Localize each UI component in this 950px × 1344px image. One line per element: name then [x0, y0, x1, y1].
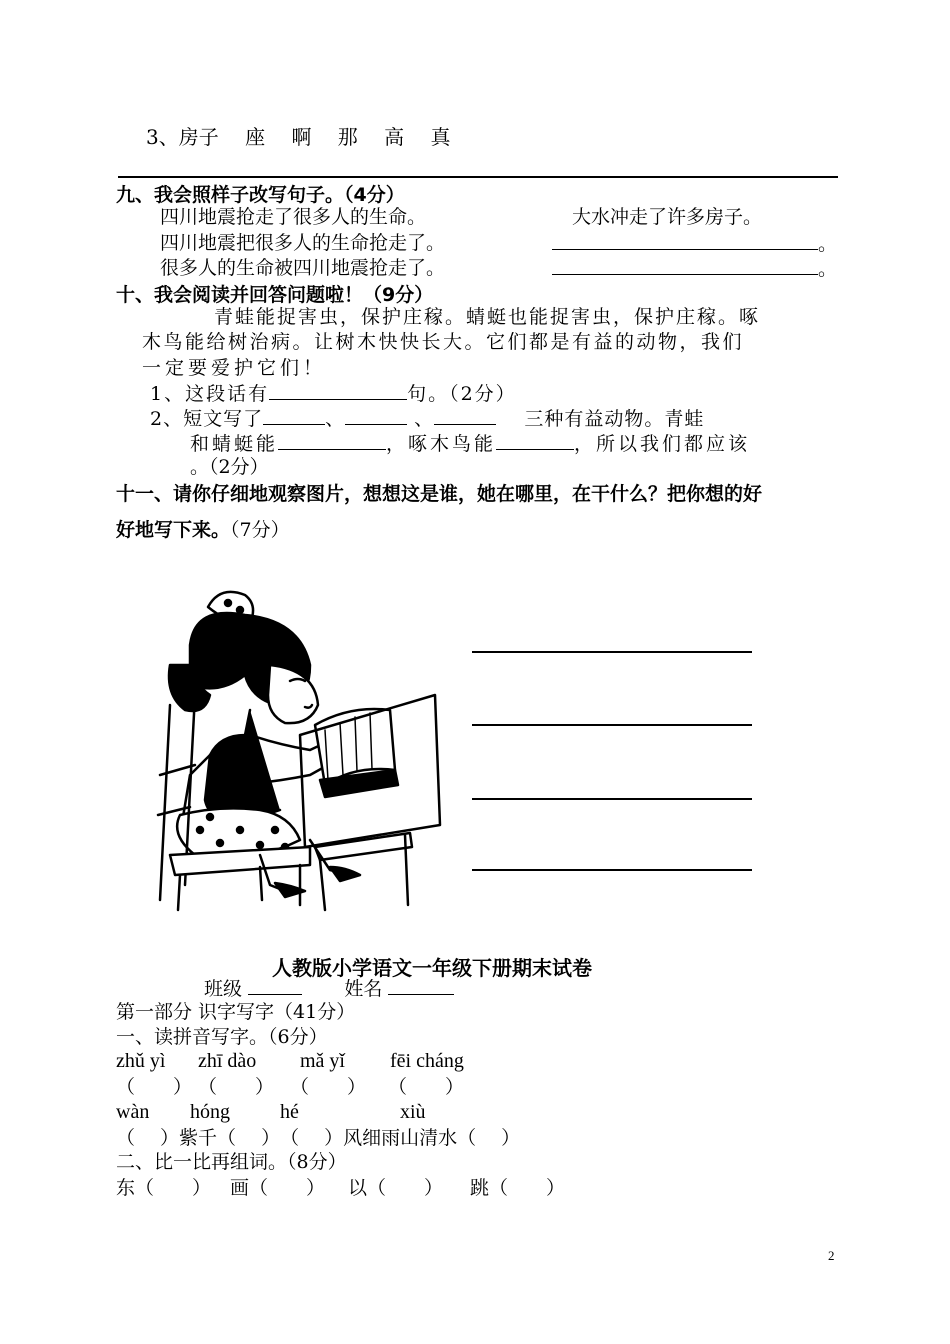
s9-example-4: 很多人的生命被四川地震抢走了。 [160, 257, 446, 279]
exam-title: 人教版小学语文一年级下册期末试卷 [272, 956, 592, 980]
s10-q2-blank-5[interactable] [496, 431, 574, 450]
idiom-answer-row[interactable]: （ ）紫千（ ） （ ）风细雨山清水（ ） [116, 1127, 521, 1149]
s9-answer-1[interactable]: 。 [552, 231, 837, 256]
s11-writing-line-2[interactable] [472, 724, 752, 726]
s11-writing-line-4[interactable] [472, 869, 752, 871]
name-blank[interactable] [388, 976, 454, 995]
pinyin-4: fēi cháng [390, 1050, 464, 1072]
answer-paren-4[interactable]: （ ） [388, 1076, 465, 1098]
s10-question-2: 2、短文写了 、 、 三种有益动物。青蛙 [150, 408, 705, 430]
s10-q2-blank-4[interactable] [278, 431, 386, 450]
answer-paren-2[interactable]: （ ） [198, 1076, 275, 1098]
s10-passage-line-1: 青蛙能捉害虫，保护庄稼。蜻蜓也能捉害虫，保护庄稼。啄 [214, 306, 761, 328]
s9-blank-1[interactable] [552, 231, 818, 250]
s11-writing-line-3[interactable] [472, 798, 752, 800]
page-number: 2 [828, 1248, 835, 1263]
s9-answer-2[interactable]: 。 [552, 256, 837, 281]
answer-paren-3[interactable]: （ ） [290, 1076, 367, 1098]
s9-example-1: 四川地震抢走了很多人的生命。 [160, 206, 427, 228]
section-11-title-line-2: 好地写下来。（7分） [116, 519, 290, 541]
s10-q1-blank[interactable] [269, 381, 407, 400]
s10-question-2-score: 。（2分） [190, 456, 269, 478]
class-name-row: 班级 姓名 [204, 976, 454, 1001]
question-2-heading: 二、比一比再组词。（8分） [116, 1151, 347, 1173]
section-11-title-line-1: 十一、请你仔细地观察图片，想想这是谁，她在哪里，在干什么？把你想的好 [116, 483, 763, 505]
pinyin-3: mǎ yǐ [300, 1050, 345, 1072]
class-blank[interactable] [248, 976, 302, 995]
answer-line-q8 [118, 176, 838, 178]
s10-question-2-cont: 和蜻蜓能 ，啄木鸟能 ，所以我们都应该 [190, 433, 751, 455]
s11-writing-line-1[interactable] [472, 651, 752, 653]
pinyin-7: hé [280, 1101, 299, 1123]
part-1-heading: 第一部分 识字写字（41分） [116, 1001, 356, 1023]
pinyin-8: xiù [400, 1101, 426, 1123]
q8-item-3: 3、房子 座 啊 那 高 真 [146, 125, 451, 149]
section-9-title: 九、我会照样子改写句子。（4分） [116, 184, 405, 206]
s10-q2-blank-3[interactable] [434, 406, 496, 425]
s10-q2-blank-2[interactable] [345, 406, 407, 425]
pinyin-6: hóng [190, 1101, 230, 1123]
answer-paren-1[interactable]: （ ） [116, 1076, 193, 1098]
section-10-title: 十、我会阅读并回答问题啦！（9分） [116, 284, 434, 306]
compare-word-2[interactable]: 画（ ） [230, 1177, 326, 1199]
compare-word-4[interactable]: 跳（ ） [470, 1177, 566, 1199]
s10-passage-line-3: 一定要爱护它们！ [142, 357, 327, 379]
s10-question-1: 1、这段话有 句。（2分） [150, 383, 517, 405]
girl-reading-illustration [150, 585, 450, 915]
question-1-heading: 一、读拼音写字。（6分） [116, 1026, 328, 1048]
s10-passage-line-2: 木鸟能给树治病。让树木快快长大。它们都是有益的动物，我们 [142, 331, 745, 353]
pinyin-5: wàn [116, 1101, 150, 1123]
s10-q2-blank-1[interactable] [263, 406, 325, 425]
compare-word-1[interactable]: 东（ ） [116, 1177, 212, 1199]
compare-word-3[interactable]: 以（ ） [348, 1177, 444, 1199]
s9-example-3: 四川地震把很多人的生命抢走了。 [160, 232, 446, 254]
pinyin-2: zhī dào [198, 1050, 257, 1072]
s9-example-2: 大水冲走了许多房子。 [572, 206, 763, 228]
s9-blank-2[interactable] [552, 256, 818, 275]
pinyin-1: zhǔ yì [116, 1050, 166, 1072]
